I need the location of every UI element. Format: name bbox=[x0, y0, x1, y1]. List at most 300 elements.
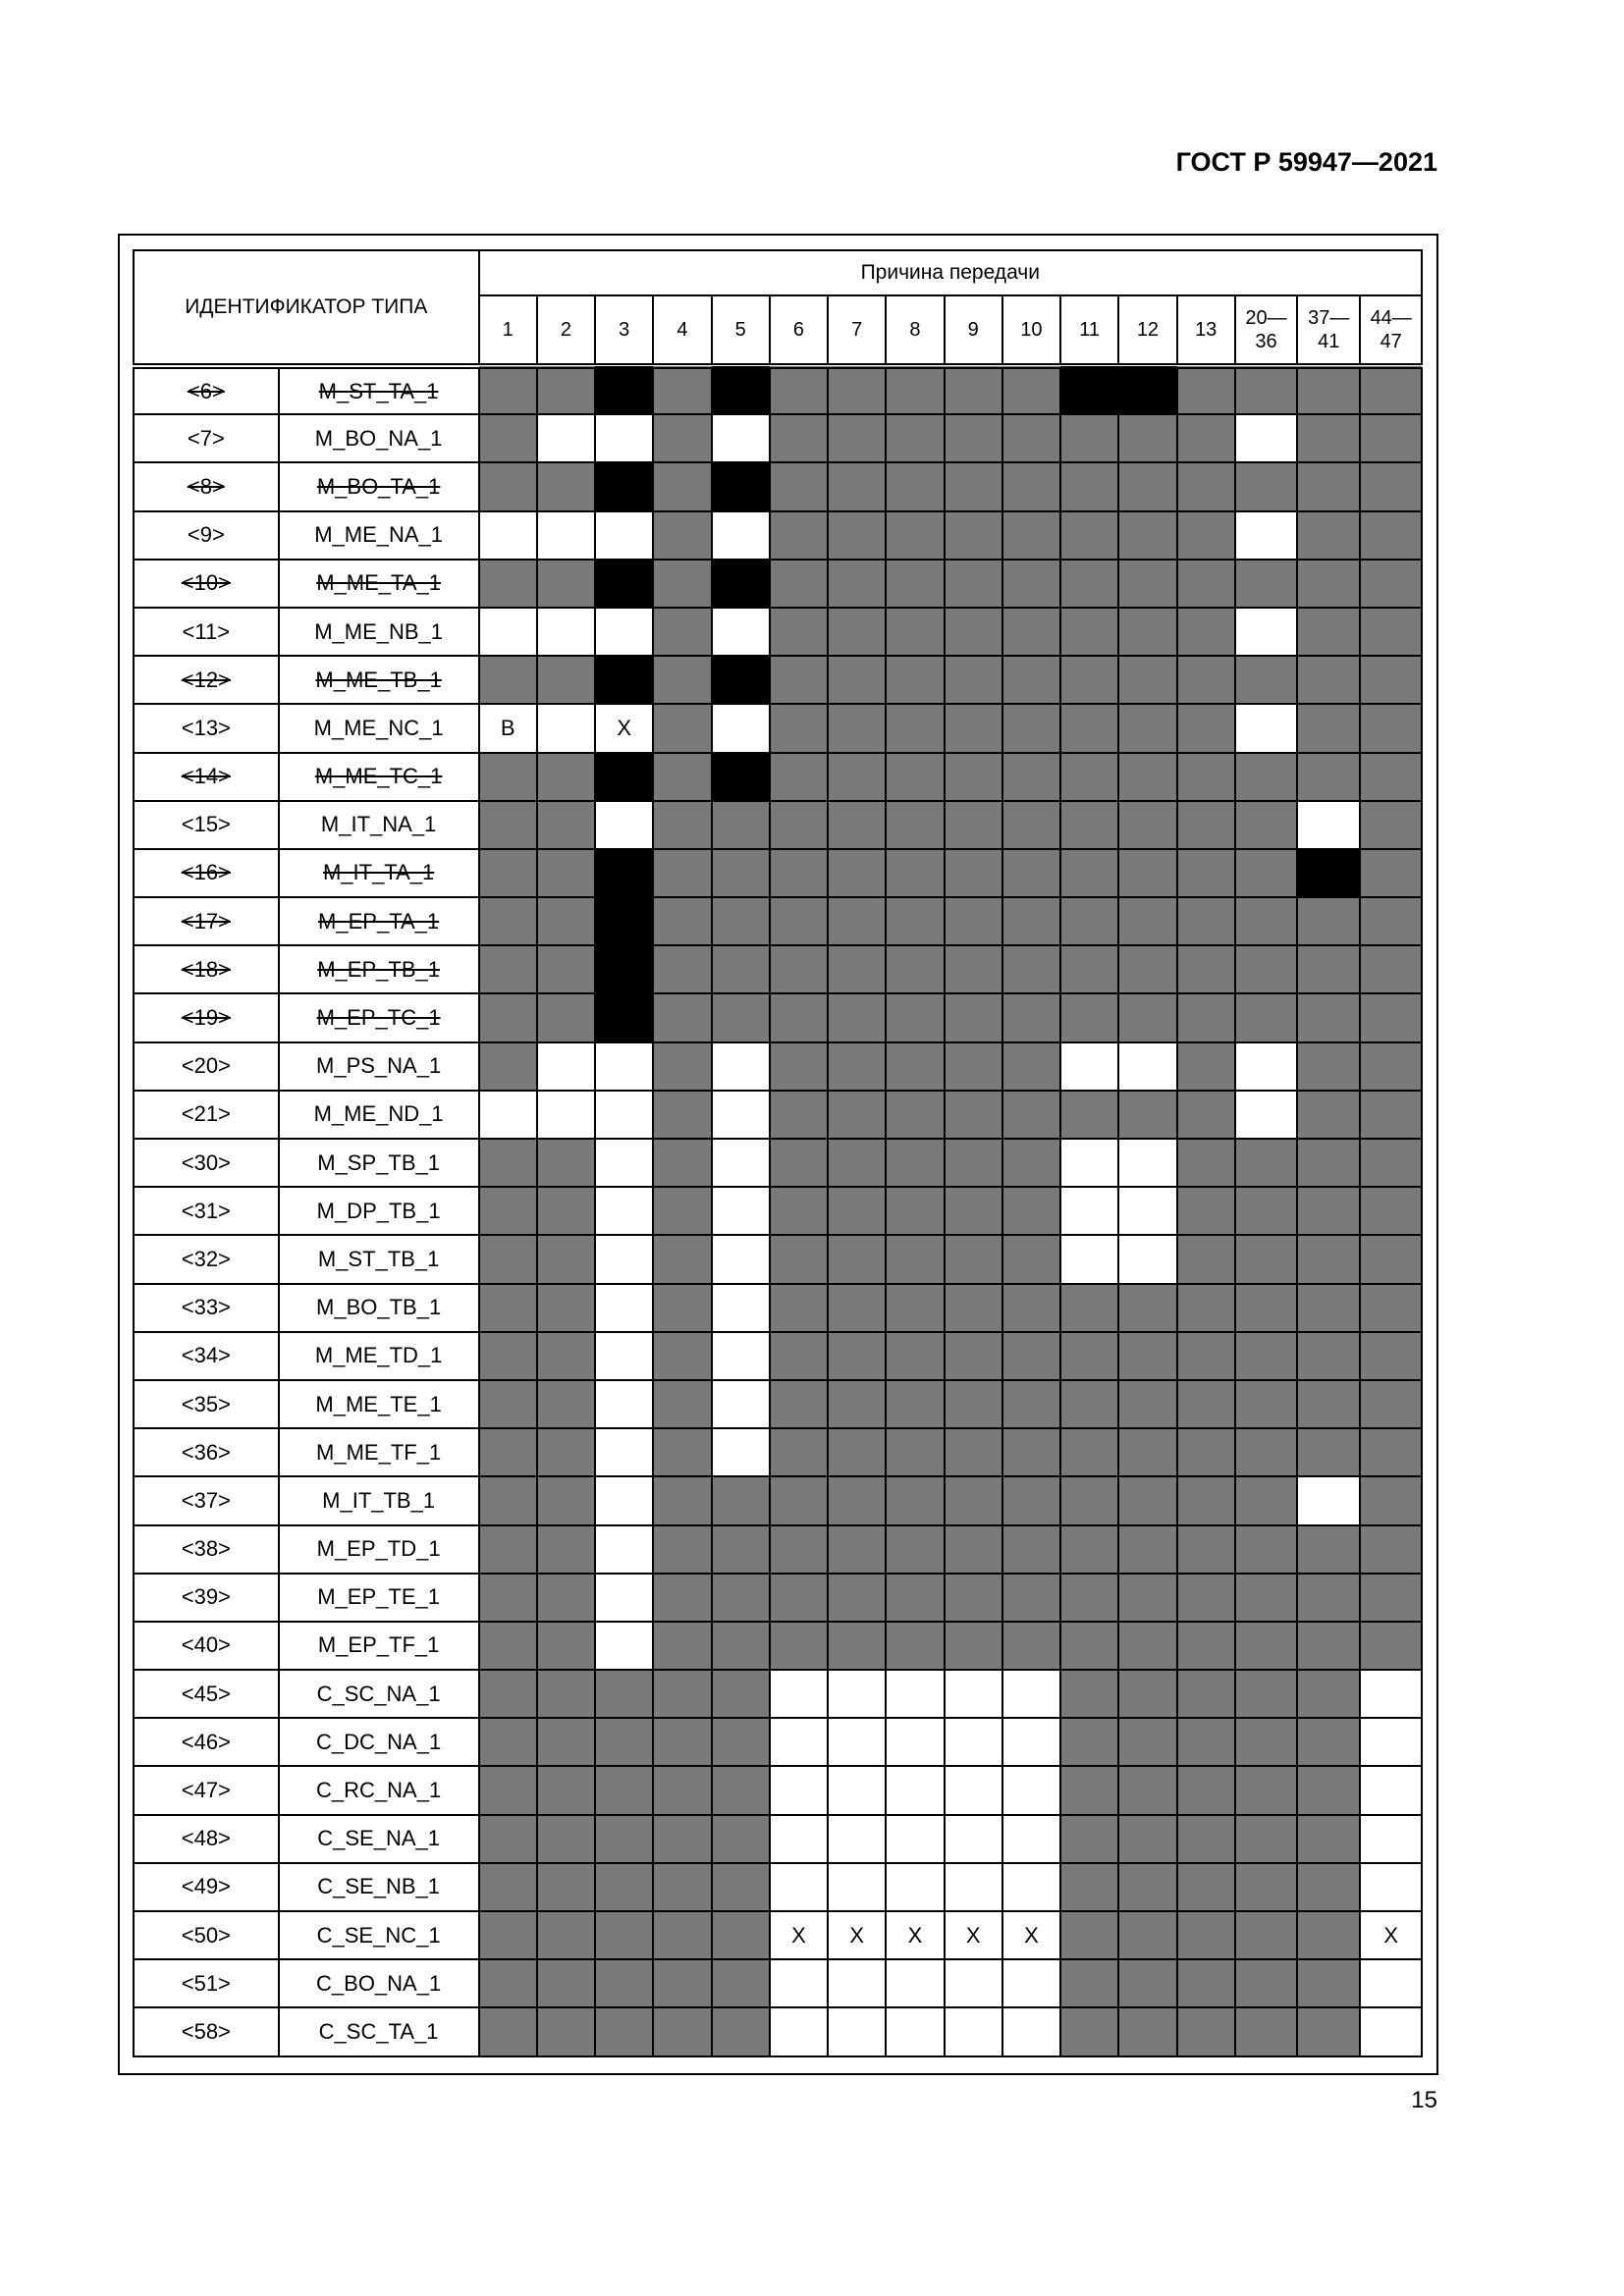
cell-not-used bbox=[1177, 1718, 1235, 1766]
cell-not-used bbox=[653, 1622, 711, 1670]
cell-not-used bbox=[1297, 1187, 1360, 1235]
type-id: <33> bbox=[181, 1295, 231, 1320]
cell-not-used bbox=[1002, 1574, 1060, 1622]
cell-empty bbox=[712, 1332, 770, 1380]
type-id-cell bbox=[134, 1042, 279, 1091]
type-id: <48> bbox=[181, 1826, 231, 1851]
cell-not-used bbox=[828, 1042, 886, 1091]
table-row bbox=[134, 1428, 1422, 1476]
cell-empty bbox=[1235, 704, 1297, 752]
type-name: M_EP_TB_1 bbox=[317, 956, 440, 982]
cell-not-used bbox=[1235, 993, 1297, 1041]
type-id-cell bbox=[134, 511, 279, 560]
column-header-label: 44— bbox=[1370, 307, 1412, 329]
column-header-label: 8 bbox=[909, 319, 921, 341]
cell-not-used bbox=[653, 462, 711, 510]
cell-not-used bbox=[1060, 2007, 1118, 2056]
type-name: M_ME_TD_1 bbox=[314, 1343, 443, 1368]
cell-not-used bbox=[828, 656, 886, 704]
cell-not-used bbox=[712, 801, 770, 849]
cell-not-used bbox=[886, 1042, 944, 1091]
type-id: <45> bbox=[181, 1681, 231, 1706]
cell-not-used bbox=[1060, 849, 1118, 897]
cell-not-used bbox=[945, 1187, 1002, 1235]
cell-not-used bbox=[828, 1380, 886, 1428]
type-id-cell bbox=[134, 801, 279, 849]
cell-not-used bbox=[1360, 1525, 1422, 1574]
cell-not-used bbox=[945, 849, 1002, 897]
cell-not-used bbox=[712, 1815, 770, 1863]
cell-empty bbox=[886, 1959, 944, 2007]
cell-not-used bbox=[537, 1187, 595, 1235]
cell-not-used bbox=[770, 1284, 828, 1332]
cell-not-used bbox=[886, 945, 944, 993]
cell-not-used bbox=[537, 560, 595, 608]
cell-not-used bbox=[479, 849, 537, 897]
type-id: <10> bbox=[181, 570, 231, 596]
type-name-cell bbox=[279, 1091, 479, 1139]
type-name: C_SE_NC_1 bbox=[316, 1922, 441, 1948]
column-header bbox=[479, 295, 537, 366]
cell-empty bbox=[1360, 1670, 1422, 1718]
cell-not-used bbox=[1297, 945, 1360, 993]
cell-not-used bbox=[1002, 993, 1060, 1041]
cell-not-used bbox=[828, 414, 886, 462]
cell-not-used bbox=[653, 897, 711, 945]
column-header-label: 9 bbox=[967, 319, 979, 341]
cell-not-used bbox=[945, 993, 1002, 1041]
cell-not-used bbox=[1002, 511, 1060, 560]
type-id: <35> bbox=[181, 1391, 231, 1416]
cell-not-used bbox=[770, 1428, 828, 1476]
cell-not-used bbox=[1297, 560, 1360, 608]
cell-not-used bbox=[1177, 1042, 1235, 1091]
cell-not-used bbox=[1235, 1332, 1297, 1380]
cell-not-used bbox=[537, 1863, 595, 1911]
cell-not-used bbox=[1060, 462, 1118, 510]
cell-empty bbox=[595, 1332, 653, 1380]
cell-not-used bbox=[712, 849, 770, 897]
cell-not-used bbox=[886, 993, 944, 1041]
cell-not-used bbox=[1297, 993, 1360, 1041]
cell-not-used bbox=[1118, 1574, 1176, 1622]
cell-not-used bbox=[1177, 1380, 1235, 1428]
type-name: C_SE_NB_1 bbox=[317, 1874, 440, 1899]
cell-not-used bbox=[537, 945, 595, 993]
type-name: M_ME_TC_1 bbox=[314, 764, 443, 789]
cell-not-used bbox=[1060, 945, 1118, 993]
cell-not-used bbox=[712, 897, 770, 945]
cell-not-used bbox=[1118, 1332, 1176, 1380]
type-id-cell bbox=[134, 1380, 279, 1428]
cell-not-used bbox=[537, 1428, 595, 1476]
cell-not-used bbox=[828, 801, 886, 849]
cell-not-used bbox=[537, 753, 595, 801]
cell-not-used bbox=[1118, 1718, 1176, 1766]
cell-not-used bbox=[1235, 1670, 1297, 1718]
cell-not-used bbox=[828, 560, 886, 608]
cell-not-used bbox=[479, 1332, 537, 1380]
type-id-cell bbox=[134, 897, 279, 945]
cell-not-used bbox=[1002, 1284, 1060, 1332]
type-id-cell bbox=[134, 753, 279, 801]
cell-not-used bbox=[1297, 2007, 1360, 2056]
cell-not-used bbox=[1002, 1332, 1060, 1380]
table-row bbox=[134, 1525, 1422, 1574]
cell-not-used bbox=[1002, 753, 1060, 801]
type-name: M_IT_TA_1 bbox=[322, 860, 435, 885]
cell-not-used bbox=[653, 1670, 711, 1718]
cause-header: Причина передачи bbox=[479, 250, 1422, 295]
type-name: C_DC_NA_1 bbox=[316, 1729, 442, 1754]
cell-empty bbox=[712, 1428, 770, 1476]
cell-not-used bbox=[1002, 366, 1060, 414]
cell-not-used bbox=[828, 1525, 886, 1574]
cell-not-used bbox=[1060, 1525, 1118, 1574]
cell-empty bbox=[595, 1042, 653, 1091]
cell-not-used bbox=[653, 993, 711, 1041]
cell-empty bbox=[595, 414, 653, 462]
cell-empty bbox=[595, 511, 653, 560]
cell-not-used bbox=[770, 1574, 828, 1622]
type-name: M_DP_TB_1 bbox=[316, 1198, 441, 1223]
cell-empty bbox=[1235, 511, 1297, 560]
cell-not-used bbox=[1060, 656, 1118, 704]
type-name: M_EP_TF_1 bbox=[317, 1632, 440, 1658]
cell-deleted bbox=[595, 897, 653, 945]
type-id: <18> bbox=[181, 956, 231, 982]
cell-mark: X bbox=[886, 1911, 944, 1959]
type-name-cell bbox=[279, 656, 479, 704]
type-name-cell bbox=[279, 945, 479, 993]
cell-not-used bbox=[1235, 656, 1297, 704]
type-name-cell bbox=[279, 993, 479, 1041]
cell-not-used bbox=[886, 897, 944, 945]
column-header bbox=[712, 295, 770, 366]
cell-not-used bbox=[1118, 1476, 1176, 1524]
cell-not-used bbox=[1177, 1766, 1235, 1814]
cell-not-used bbox=[1060, 1766, 1118, 1814]
cell-not-used bbox=[595, 1718, 653, 1766]
table-row bbox=[134, 1718, 1422, 1766]
type-id: <47> bbox=[181, 1778, 231, 1803]
cell-not-used bbox=[1118, 704, 1176, 752]
cell-empty bbox=[945, 1959, 1002, 2007]
cell-deleted bbox=[595, 560, 653, 608]
cell-not-used bbox=[886, 849, 944, 897]
cell-empty bbox=[1060, 1235, 1118, 1283]
cell-not-used bbox=[479, 1911, 537, 1959]
cell-empty bbox=[712, 608, 770, 656]
cell-not-used bbox=[1002, 1380, 1060, 1428]
type-name: M_IT_NA_1 bbox=[320, 812, 437, 837]
cell-not-used bbox=[1360, 1332, 1422, 1380]
type-name-cell bbox=[279, 1380, 479, 1428]
type-id-cell bbox=[134, 1959, 279, 2007]
cell-empty bbox=[1118, 1042, 1176, 1091]
type-id: <21> bbox=[181, 1101, 231, 1127]
table-row bbox=[134, 897, 1422, 945]
cell-not-used bbox=[653, 1042, 711, 1091]
column-header bbox=[945, 295, 1002, 366]
column-header-label: 4 bbox=[677, 319, 688, 341]
column-header-label: 47 bbox=[1380, 331, 1402, 352]
cell-not-used bbox=[537, 801, 595, 849]
cell-not-used bbox=[653, 849, 711, 897]
cell-deleted bbox=[595, 366, 653, 414]
cell-empty bbox=[595, 1380, 653, 1428]
type-id-cell bbox=[134, 1863, 279, 1911]
cell-not-used bbox=[1002, 1042, 1060, 1091]
cell-not-used bbox=[653, 1332, 711, 1380]
cell-not-used bbox=[653, 656, 711, 704]
cell-not-used bbox=[1360, 656, 1422, 704]
cell-not-used bbox=[479, 801, 537, 849]
cell-not-used bbox=[1235, 1139, 1297, 1187]
type-id-cell bbox=[134, 1670, 279, 1718]
cell-not-used bbox=[479, 656, 537, 704]
cell-not-used bbox=[1177, 1525, 1235, 1574]
column-header bbox=[1118, 295, 1176, 366]
type-id: <40> bbox=[181, 1632, 231, 1658]
cell-not-used bbox=[1060, 560, 1118, 608]
cell-empty bbox=[537, 1091, 595, 1139]
cell-not-used bbox=[1360, 462, 1422, 510]
cell-not-used bbox=[770, 414, 828, 462]
type-name: C_RC_NA_1 bbox=[316, 1778, 442, 1803]
cell-empty bbox=[1002, 1670, 1060, 1718]
cell-not-used bbox=[770, 560, 828, 608]
type-name-cell bbox=[279, 1766, 479, 1814]
cell-mark: X bbox=[828, 1911, 886, 1959]
cell-empty bbox=[1002, 1863, 1060, 1911]
type-id-cell bbox=[134, 1622, 279, 1670]
cell-empty bbox=[595, 608, 653, 656]
cell-not-used bbox=[1297, 608, 1360, 656]
cell-not-used bbox=[1060, 704, 1118, 752]
type-name: M_IT_TB_1 bbox=[322, 1487, 436, 1513]
cell-not-used bbox=[653, 1718, 711, 1766]
cell-empty bbox=[1060, 1187, 1118, 1235]
cell-not-used bbox=[1177, 1284, 1235, 1332]
cell-empty bbox=[595, 1622, 653, 1670]
type-name: M_BO_TA_1 bbox=[316, 473, 441, 499]
cell-not-used bbox=[945, 608, 1002, 656]
cell-empty bbox=[712, 414, 770, 462]
cell-not-used bbox=[1060, 1959, 1118, 2007]
cell-empty bbox=[712, 1042, 770, 1091]
cell-empty bbox=[828, 1863, 886, 1911]
cell-deleted bbox=[595, 993, 653, 1041]
type-name-cell bbox=[279, 849, 479, 897]
cell-empty bbox=[828, 1766, 886, 1814]
cell-not-used bbox=[886, 1525, 944, 1574]
cell-empty bbox=[1235, 414, 1297, 462]
cell-empty bbox=[479, 511, 537, 560]
cell-not-used bbox=[653, 1187, 711, 1235]
cell-not-used bbox=[1002, 1622, 1060, 1670]
cell-not-used bbox=[770, 1235, 828, 1283]
type-id-cell bbox=[134, 1525, 279, 1574]
type-name-cell bbox=[279, 1428, 479, 1476]
type-id: <16> bbox=[181, 860, 231, 885]
cell-not-used bbox=[1060, 1622, 1118, 1670]
cell-not-used bbox=[770, 1091, 828, 1139]
type-id: <37> bbox=[181, 1487, 231, 1513]
cell-not-used bbox=[1118, 1284, 1176, 1332]
cell-not-used bbox=[712, 1911, 770, 1959]
cell-not-used bbox=[1118, 1091, 1176, 1139]
cell-not-used bbox=[1002, 462, 1060, 510]
cell-not-used bbox=[595, 1863, 653, 1911]
type-id-cell bbox=[134, 560, 279, 608]
table-row bbox=[134, 1235, 1422, 1283]
cell-not-used bbox=[537, 1622, 595, 1670]
cell-not-used bbox=[770, 1525, 828, 1574]
table-row bbox=[134, 945, 1422, 993]
type-name: M_ST_TA_1 bbox=[318, 378, 439, 403]
type-name: M_EP_TD_1 bbox=[316, 1536, 441, 1562]
cell-not-used bbox=[1177, 656, 1235, 704]
cell-empty bbox=[1060, 1139, 1118, 1187]
cell-not-used bbox=[1360, 993, 1422, 1041]
cell-not-used bbox=[945, 1235, 1002, 1283]
cell-not-used bbox=[828, 1284, 886, 1332]
type-id-cell bbox=[134, 366, 279, 414]
cell-not-used bbox=[1177, 1476, 1235, 1524]
cell-not-used bbox=[886, 1284, 944, 1332]
cell-empty bbox=[945, 1670, 1002, 1718]
column-header bbox=[770, 295, 828, 366]
cell-not-used bbox=[1118, 1428, 1176, 1476]
cell-not-used bbox=[595, 1670, 653, 1718]
table-row bbox=[134, 608, 1422, 656]
cell-not-used bbox=[1297, 1574, 1360, 1622]
cell-not-used bbox=[828, 1187, 886, 1235]
type-id-cell bbox=[134, 1235, 279, 1283]
cell-empty bbox=[828, 1959, 886, 2007]
type-name-cell bbox=[279, 801, 479, 849]
cell-empty bbox=[537, 1042, 595, 1091]
cell-not-used bbox=[945, 1332, 1002, 1380]
cell-not-used bbox=[886, 511, 944, 560]
cell-not-used bbox=[945, 801, 1002, 849]
cell-not-used bbox=[945, 1525, 1002, 1574]
cell-not-used bbox=[1177, 414, 1235, 462]
table-row bbox=[134, 656, 1422, 704]
cell-empty bbox=[886, 1670, 944, 1718]
cell-not-used bbox=[828, 1332, 886, 1380]
cell-not-used bbox=[1297, 1525, 1360, 1574]
cell-not-used bbox=[1118, 462, 1176, 510]
cell-not-used bbox=[1297, 1670, 1360, 1718]
column-header-label: 5 bbox=[734, 319, 746, 341]
cell-not-used bbox=[1297, 1863, 1360, 1911]
cell-not-used bbox=[595, 1911, 653, 1959]
type-name-cell bbox=[279, 1574, 479, 1622]
column-header bbox=[653, 295, 711, 366]
cell-not-used bbox=[595, 1766, 653, 1814]
table-row bbox=[134, 414, 1422, 462]
cell-not-used bbox=[945, 1476, 1002, 1524]
cell-not-used bbox=[537, 1670, 595, 1718]
cell-not-used bbox=[1360, 945, 1422, 993]
type-name-cell bbox=[279, 897, 479, 945]
cell-empty bbox=[1002, 2007, 1060, 2056]
cell-not-used bbox=[653, 1574, 711, 1622]
type-name-cell bbox=[279, 1476, 479, 1524]
cell-not-used bbox=[886, 1332, 944, 1380]
cell-not-used bbox=[712, 1718, 770, 1766]
cell-not-used bbox=[653, 1863, 711, 1911]
cell-empty bbox=[1002, 1766, 1060, 1814]
cell-not-used bbox=[712, 1622, 770, 1670]
cell-empty bbox=[479, 608, 537, 656]
cell-not-used bbox=[1060, 1863, 1118, 1911]
cell-not-used bbox=[479, 462, 537, 510]
cell-not-used bbox=[1297, 753, 1360, 801]
cell-empty bbox=[1002, 1815, 1060, 1863]
type-name-cell bbox=[279, 1042, 479, 1091]
cell-not-used bbox=[1297, 1766, 1360, 1814]
cell-deleted bbox=[595, 753, 653, 801]
cell-not-used bbox=[1360, 366, 1422, 414]
column-header bbox=[537, 295, 595, 366]
type-name-cell bbox=[279, 560, 479, 608]
cell-not-used bbox=[653, 366, 711, 414]
table-row bbox=[134, 1670, 1422, 1718]
cell-not-used bbox=[1235, 1235, 1297, 1283]
cell-not-used bbox=[1177, 1863, 1235, 1911]
cell-not-used bbox=[1297, 511, 1360, 560]
cell-not-used bbox=[1360, 414, 1422, 462]
cell-not-used bbox=[828, 1091, 886, 1139]
cell-not-used bbox=[1235, 462, 1297, 510]
cell-empty bbox=[1360, 1959, 1422, 2007]
cell-not-used bbox=[1118, 993, 1176, 1041]
cell-not-used bbox=[886, 560, 944, 608]
table-row bbox=[134, 1574, 1422, 1622]
cell-not-used bbox=[537, 1139, 595, 1187]
cell-not-used bbox=[653, 1911, 711, 1959]
type-name: M_SP_TB_1 bbox=[317, 1149, 440, 1175]
type-name: M_ME_NB_1 bbox=[314, 618, 444, 644]
cell-not-used bbox=[1118, 608, 1176, 656]
cell-empty bbox=[537, 608, 595, 656]
cell-mark: B bbox=[479, 704, 537, 752]
cell-not-used bbox=[595, 1815, 653, 1863]
cell-not-used bbox=[1177, 1428, 1235, 1476]
cell-not-used bbox=[770, 897, 828, 945]
cell-not-used bbox=[886, 1476, 944, 1524]
cell-not-used bbox=[1002, 849, 1060, 897]
transmission-cause-table bbox=[133, 249, 1423, 2057]
cell-not-used bbox=[828, 366, 886, 414]
type-id: <39> bbox=[181, 1584, 231, 1610]
cell-not-used bbox=[479, 1863, 537, 1911]
type-name: M_EP_TC_1 bbox=[316, 1005, 441, 1031]
cell-not-used bbox=[770, 753, 828, 801]
cell-not-used bbox=[1235, 753, 1297, 801]
cell-not-used bbox=[1360, 849, 1422, 897]
cell-not-used bbox=[1118, 656, 1176, 704]
cell-not-used bbox=[479, 753, 537, 801]
cell-not-used bbox=[770, 704, 828, 752]
cell-not-used bbox=[1360, 560, 1422, 608]
cell-not-used bbox=[1360, 1187, 1422, 1235]
cell-not-used bbox=[945, 1139, 1002, 1187]
cell-not-used bbox=[770, 1476, 828, 1524]
